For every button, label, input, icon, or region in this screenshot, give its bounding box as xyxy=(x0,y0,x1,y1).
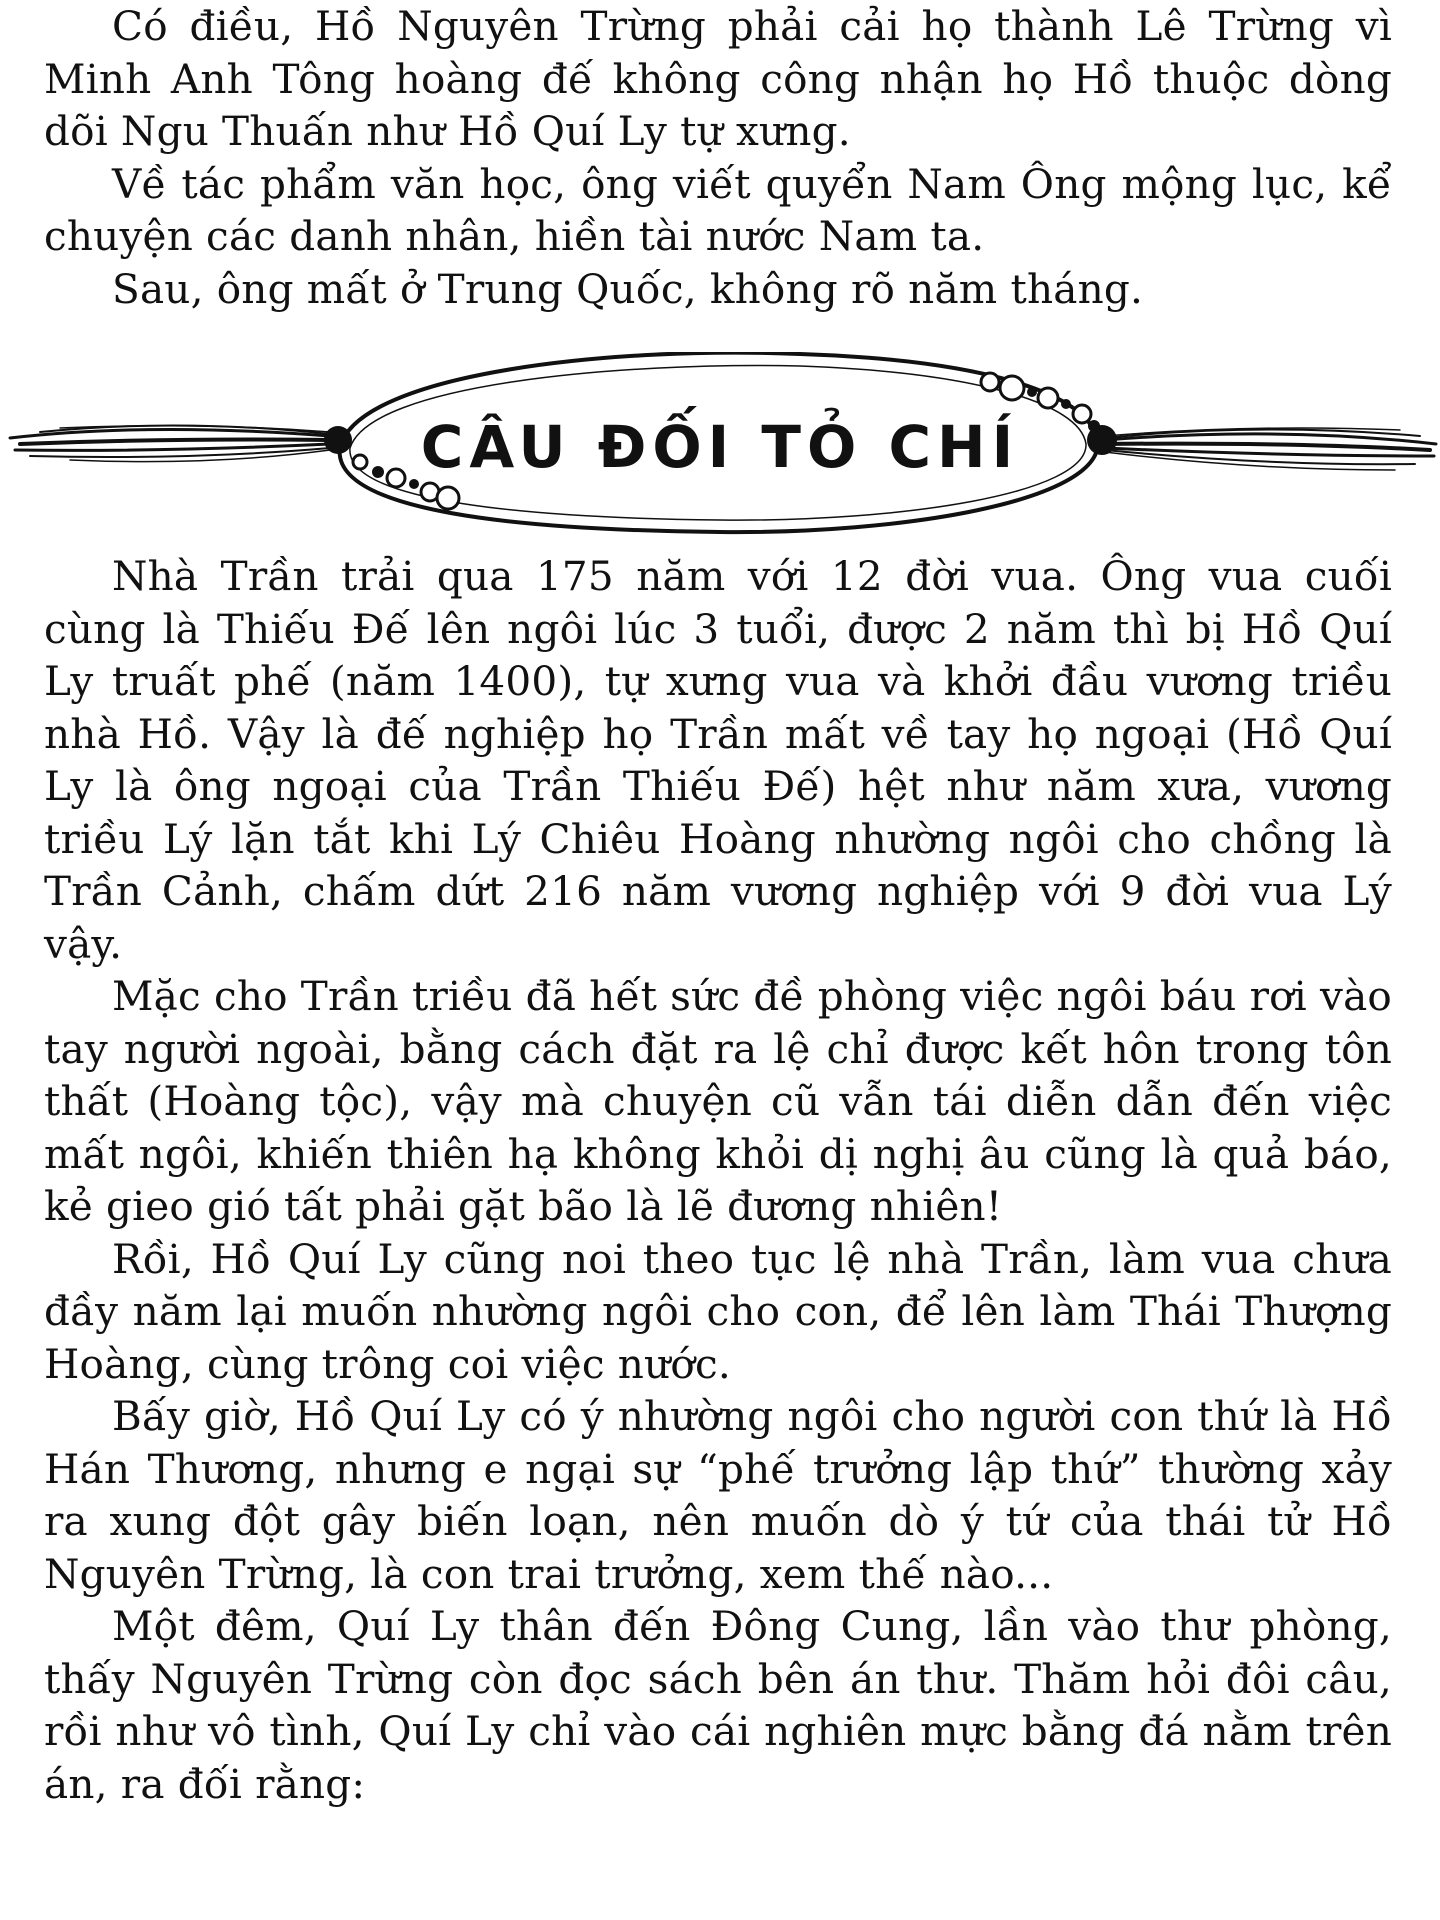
paragraph: Có điều, Hồ Nguyên Trừng phải cải họ thành Lê Trừng vì Minh Anh Tông hoàng đế không công nhận họ Hồ thuộc dòng dõi Ngu Thuấn như Hồ Quí Ly tự xưng. xyxy=(44,2,1392,155)
intro-text-block xyxy=(44,0,1392,315)
paragraph: Rồi, Hồ Quí Ly cũng noi theo tục lệ nhà Trần, làm vua chưa đầy năm lại muốn nhường ngôi cho con, để lên làm Thái Thượng Hoàng, cùng trông coi việc nước. xyxy=(44,1234,1392,1388)
section-title: CÂU ĐỐI TỎ CHÍ xyxy=(420,413,1020,481)
paragraph: Mặc cho Trần triều đã hết sức đề phòng việc ngôi báu rơi vào tay người ngoài, bằng cách đặt ra lệ chỉ được kết hôn trong tôn thất (Hoàng tộc), vậy mà chuyện cũ vẫn tái diễn dẫn đến việc mất ngôi, khiến thiên hạ không khỏi dị nghị âu cũng là quả báo, kẻ gieo gió tất phải gặt bão là lẽ đương nhiên! xyxy=(44,972,1392,1230)
paragraph: Nhà Trần trải qua 175 năm với 12 đời vua. Ông vua cuối cùng là Thiếu Đế lên ngôi lúc 3 tuổi, được 2 năm thì bị Hồ Quí Ly truất phế (năm 1400), tự xưng vua và khởi đầu vương triều nhà Hồ. Vậy là đế nghiệp họ Trần mất về tay họ ngoại (Hồ Quí Ly là ông ngoại của Trần Thiếu Đế) hệt như năm xưa, vương triều Lý lặn tắt khi Lý Chiêu Hoàng nhường ngôi cho chồng là Trần Cảnh, chấm dứt 216 năm vương nghiệp với 9 đời vua Lý vậy. xyxy=(44,552,1392,968)
paragraph: Sau, ông mất ở Trung Quốc, không rõ năm tháng. xyxy=(112,264,1144,313)
section-title-banner xyxy=(0,352,1440,542)
paragraph: Về tác phẩm văn học, ông viết quyển Nam Ông mộng lục, kể chuyện các danh nhân, hiền tài nước Nam ta. xyxy=(44,159,1392,260)
paragraph: Một đêm, Quí Ly thân đến Đông Cung, lần vào thư phòng, thấy Nguyên Trừng còn đọc sách bên án thư. Thăm hỏi đôi câu, rồi như vô tình, Quí Ly chỉ vào cái nghiên mực bằng đá nằm trên án, ra đối rằng: xyxy=(44,1602,1392,1808)
paragraph: Bấy giờ, Hồ Quí Ly có ý nhường ngôi cho người con thứ là Hồ Hán Thương, nhưng e ngại sự “phế trưởng lập thứ” thường xảy ra xung đột gây biến loạn, nên muốn dò ý tứ của thái tử Hồ Nguyên Trừng, là con trai trưởng, xem thế nào... xyxy=(44,1392,1392,1598)
main-text-block xyxy=(44,550,1392,1810)
